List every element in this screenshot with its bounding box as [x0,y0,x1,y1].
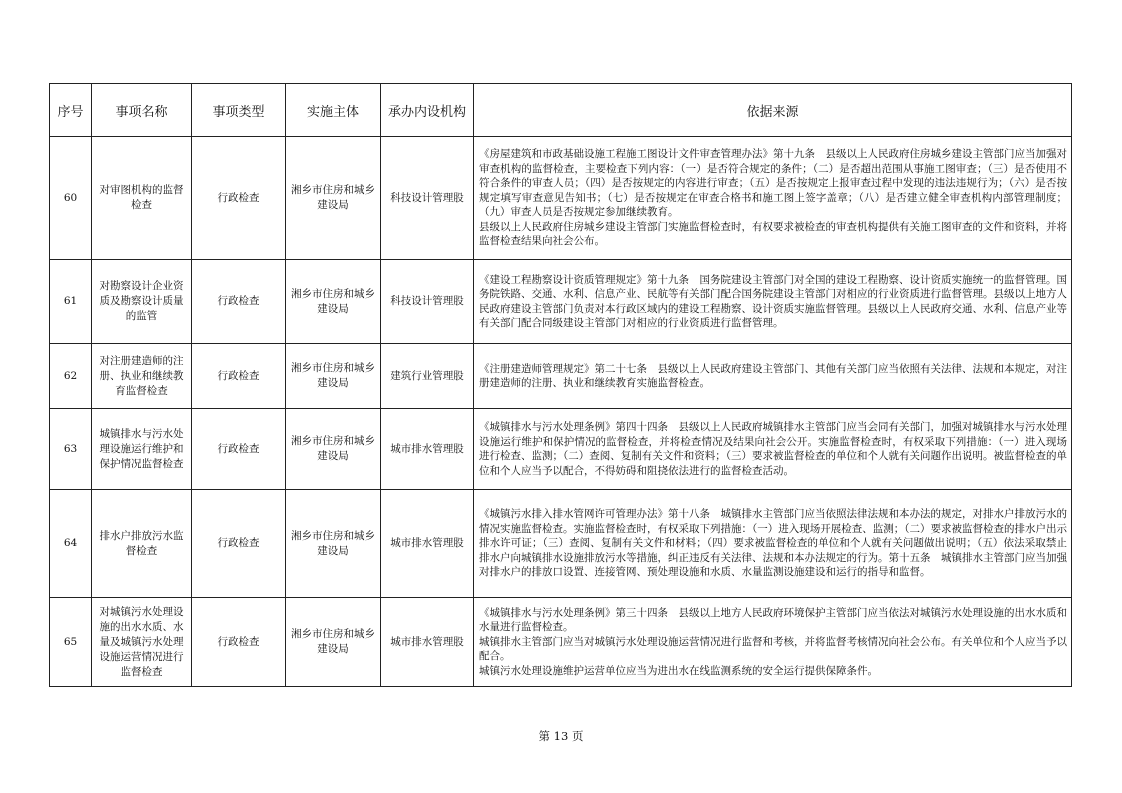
cell-subject: 湘乡市住房和城乡建设局 [286,409,381,490]
header-name: 事项名称 [92,84,192,137]
cell-basis [474,490,1072,598]
cell-name: 城镇排水与污水处理设施运行维护和保护情况监督检查 [92,409,192,490]
cell-subject: 湘乡市住房和城乡建设局 [286,137,381,260]
table-row [50,490,1072,598]
header-type: 事项类型 [192,84,286,137]
cell-basis [474,409,1072,490]
cell-dept: 城市排水管理股 [381,409,474,490]
cell-basis [474,137,1072,260]
cell-seq: 65 [50,598,92,687]
cell-basis [474,260,1072,344]
basis-paragraph: 《城镇排水与污水处理条例》第三十四条 县级以上地方人民政府环境保护主管部门应当依法对城镇污水处理设施的出水水质和水量进行监督检查。 [479,606,1067,634]
cell-dept: 科技设计管理股 [381,260,474,344]
table-row [50,260,1072,344]
cell-type: 行政检查 [192,490,286,598]
cell-dept: 科技设计管理股 [381,137,474,260]
cell-subject: 湘乡市住房和城乡建设局 [286,598,381,687]
cell-dept: 城市排水管理股 [381,598,474,687]
cell-seq: 61 [50,260,92,344]
cell-seq: 62 [50,344,92,409]
basis-paragraph: 《城镇排水与污水处理条例》第四十四条 县级以上人民政府城镇排水主管部门应当会同有关部门，加强对城镇排水与污水处理设施运行维护和保护情况的监督检查，并将检查情况及结果向社会公开。实施监督检查时，有权采取下列措施：（一）进入现场进行检查、监测；（二）查阅、复制有关文件和资料；（三）要求被监督检查的单位和个人就有关问题作出说明。被监督检查的单位和个人应当予以配合，不得妨碍和阻挠依法进行的监督检查活动。 [479,421,1067,477]
item-table [49,83,1072,687]
basis-paragraph: 《房屋建筑和市政基础设施工程施工图设计文件审查管理办法》第十九条 县级以上人民政府住房城乡建设主管部门应当加强对审查机构的监督检查，主要检查下列内容：（一）是否符合规定的条件；（二）是否超出范围从事施工图审查；（三）是否使用不符合条件的审查人员；（四）是否按规定的内容进行审查；（五）是否按规定上报审查过程中发现的违法违规行为；（六）是否按规定填写审查意见告知书；（七）是否按规定在审查合格书和施工图上签字盖章；（八）是否建立健全审查机构内部管理制度；（九）审查人员是否按规定参加继续教育。 [479,148,1067,219]
table-row [50,409,1072,490]
cell-basis [474,344,1072,409]
cell-basis [474,598,1072,687]
cell-type: 行政检查 [192,598,286,687]
basis-paragraph: 《城镇污水排入排水管网许可管理办法》第十八条 城镇排水主管部门应当依照法律法规和本办法的规定，对排水户排放污水的情况实施监督检查。实施监督检查时，有权采取下列措施：（一）进入现场开展检查、监测；（二）要求被监督检查的排水户出示排水许可证；（三）查阅、复制有关文件和材料；（四）要求被监督检查的单位和个人就有关问题做出说明；（五）依法采取禁止排水户向城镇排水设施排放污水等措施，纠正违反有关法律、法规和本办法规定的行为。第十五条 城镇排水主管部门应当加强对排水户的排放口设置、连接管网、预处理设施和水质、水量监测设施建设和运行的指导和监督。 [479,508,1067,579]
basis-paragraph: 县级以上人民政府住房城乡建设主管部门实施监督检查时，有权要求被检查的审查机构提供有关施工图审查的文件和资料，并将监督检查结果向社会公布。 [479,220,1067,248]
cell-subject: 湘乡市住房和城乡建设局 [286,490,381,598]
header-subject: 实施主体 [286,84,381,137]
basis-paragraph: 《注册建造师管理规定》第二十七条 县级以上人民政府建设主管部门、其他有关部门应当依照有关法律、法规和本规定，对注册建造师的注册、执业和继续教育实施监督检查。 [479,362,1067,389]
header-dept: 承办内设机构 [381,84,474,137]
cell-type: 行政检查 [192,344,286,409]
cell-seq: 60 [50,137,92,260]
cell-name: 对审图机构的监督检查 [92,137,192,260]
basis-paragraph: 城镇排水主管部门应当对城镇污水处理设施运营情况进行监督和考核，并将监督考核情况向社会公布。有关单位和个人应当予以配合。 [479,635,1067,663]
basis-paragraph: 城镇污水处理设施维护运营单位应当为进出水在线监测系统的安全运行提供保障条件。 [479,664,878,677]
cell-subject: 湘乡市住房和城乡建设局 [286,344,381,409]
table-row [50,598,1072,687]
table-row [50,344,1072,409]
cell-dept: 城市排水管理股 [381,490,474,598]
cell-seq: 64 [50,490,92,598]
cell-seq: 63 [50,409,92,490]
header-seq: 序号 [50,84,92,137]
cell-name: 对注册建造师的注册、执业和继续教育监督检查 [92,344,192,409]
cell-type: 行政检查 [192,260,286,344]
cell-dept: 建筑行业管理股 [381,344,474,409]
page-number: 第 13 页 [538,729,584,743]
cell-name: 排水户排放污水监督检查 [92,490,192,598]
cell-type: 行政检查 [192,409,286,490]
table-row [50,137,1072,260]
cell-name: 对城镇污水处理设施的出水水质、水量及城镇污水处理设施运营情况进行监督检查 [92,598,192,687]
cell-type: 行政检查 [192,137,286,260]
table-header-row [50,84,1072,137]
cell-name: 对勘察设计企业资质及勘察设计质量的监管 [92,260,192,344]
header-basis: 依据来源 [474,84,1072,137]
cell-subject: 湘乡市住房和城乡建设局 [286,260,381,344]
basis-paragraph: 《建设工程勘察设计资质管理规定》第十九条 国务院建设主管部门对全国的建设工程勘察、设计资质实施统一的监督管理。国务院铁路、交通、水利、信息产业、民航等有关部门配合国务院建设主管部门对相应的行业资质进行监督管理。县级以上地方人民政府建设主管部门负责对本行政区域内的建设工程勘察、设计资质实施监督管理。县级以上人民政府交通、水利、信息产业等有关部门配合同级建设主管部门对相应的行业资质进行监督管理。 [479,273,1067,329]
